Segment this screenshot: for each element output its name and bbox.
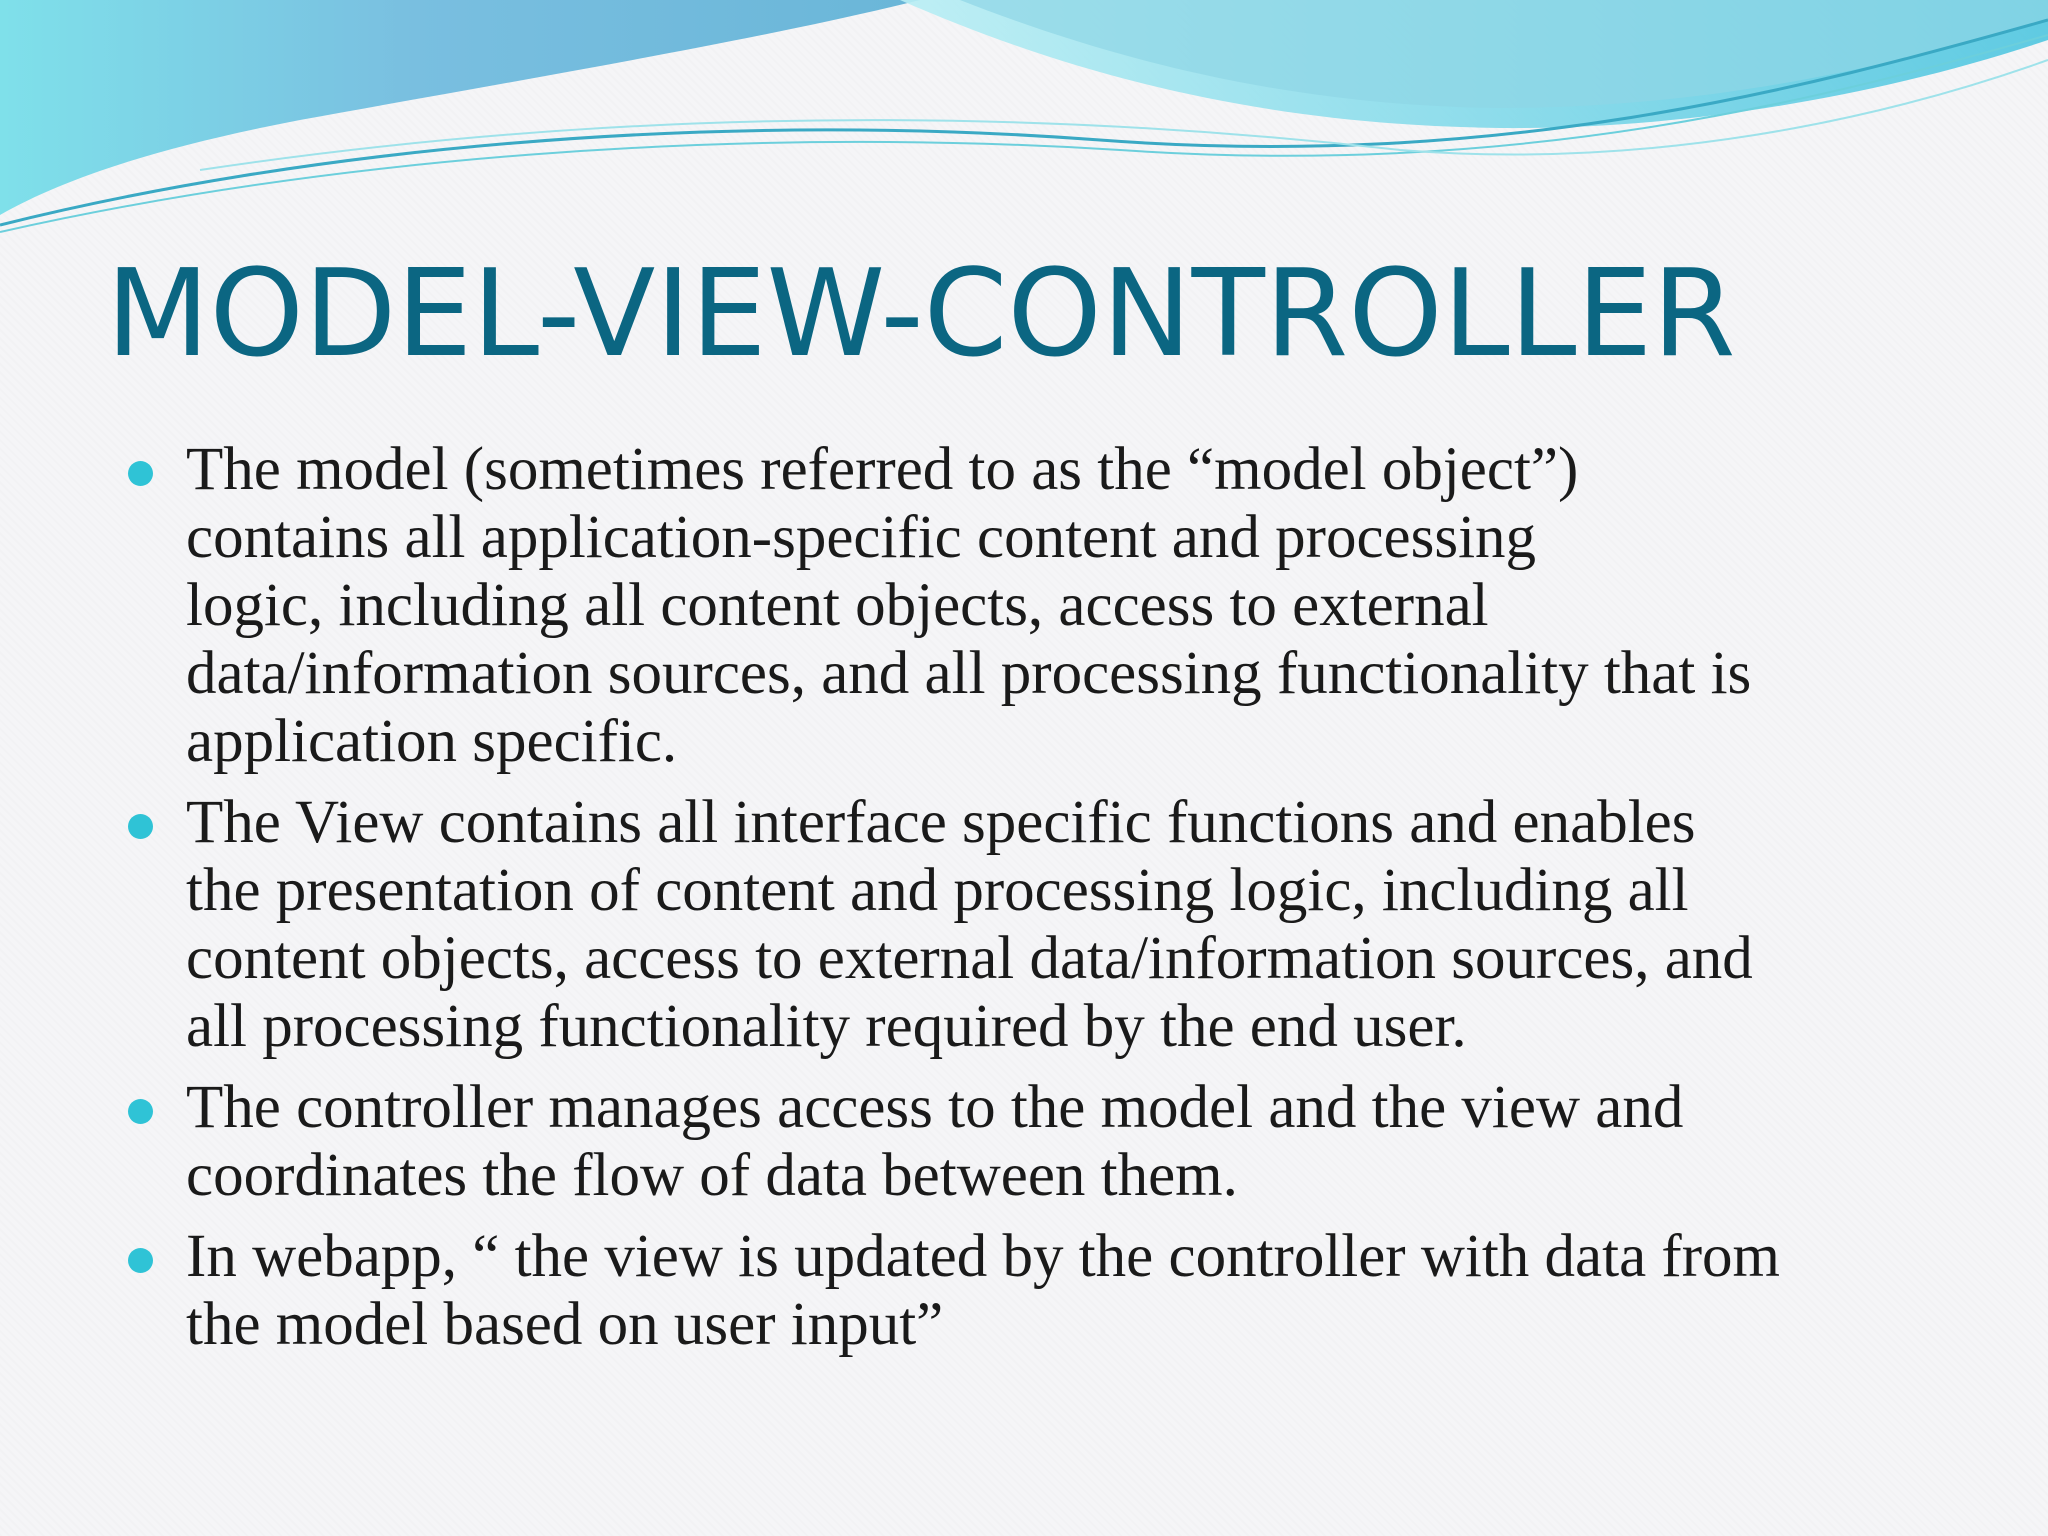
bullet-text-line: In webapp, “ the view is updated by the controller with data from bbox=[186, 1223, 1780, 1290]
bullet-text-line: the presentation of content and processing logic, including all bbox=[186, 857, 1689, 924]
bullet-dot-icon bbox=[128, 1099, 153, 1124]
bullet-text-line: application specific. bbox=[186, 708, 678, 775]
bullet-item-controller bbox=[0, 1074, 1946, 1210]
bullet-text-line: The View contains all interface specific functions and enables bbox=[186, 789, 1696, 856]
bullet-text-line: contains all application-specific content and processing bbox=[186, 504, 1537, 571]
bullet-text-line: The controller manages access to the model and the view and bbox=[186, 1074, 1684, 1141]
bullet-dot-icon bbox=[128, 461, 153, 486]
header-wave-decoration bbox=[0, 0, 2048, 260]
bullet-text-line: content objects, access to external data/information sources, and bbox=[186, 925, 1753, 992]
bullet-text-line: coordinates the flow of data between them. bbox=[186, 1142, 1238, 1209]
bullet-text-line: logic, including all content objects, access to external bbox=[186, 572, 1489, 639]
bullet-list bbox=[0, 436, 2048, 1372]
bullet-text-line: all processing functionality required by the end user. bbox=[186, 993, 1467, 1060]
bullet-text-line: the model based on user input” bbox=[186, 1291, 944, 1358]
bullet-dot-icon bbox=[128, 1248, 153, 1273]
bullet-dot-icon bbox=[128, 814, 153, 839]
wave-band-top bbox=[0, 0, 920, 215]
bullet-item-view bbox=[0, 789, 1946, 1061]
bullet-item-model bbox=[0, 436, 1946, 776]
bullet-text-line: data/information sources, and all processing functionality that is bbox=[186, 640, 1752, 707]
bullet-item-webapp bbox=[0, 1223, 1946, 1359]
slide-title: MODEL-VIEW-CONTROLLER bbox=[106, 245, 1736, 384]
bullet-text-line: The model (sometimes referred to as the “model object”) bbox=[186, 436, 1579, 503]
